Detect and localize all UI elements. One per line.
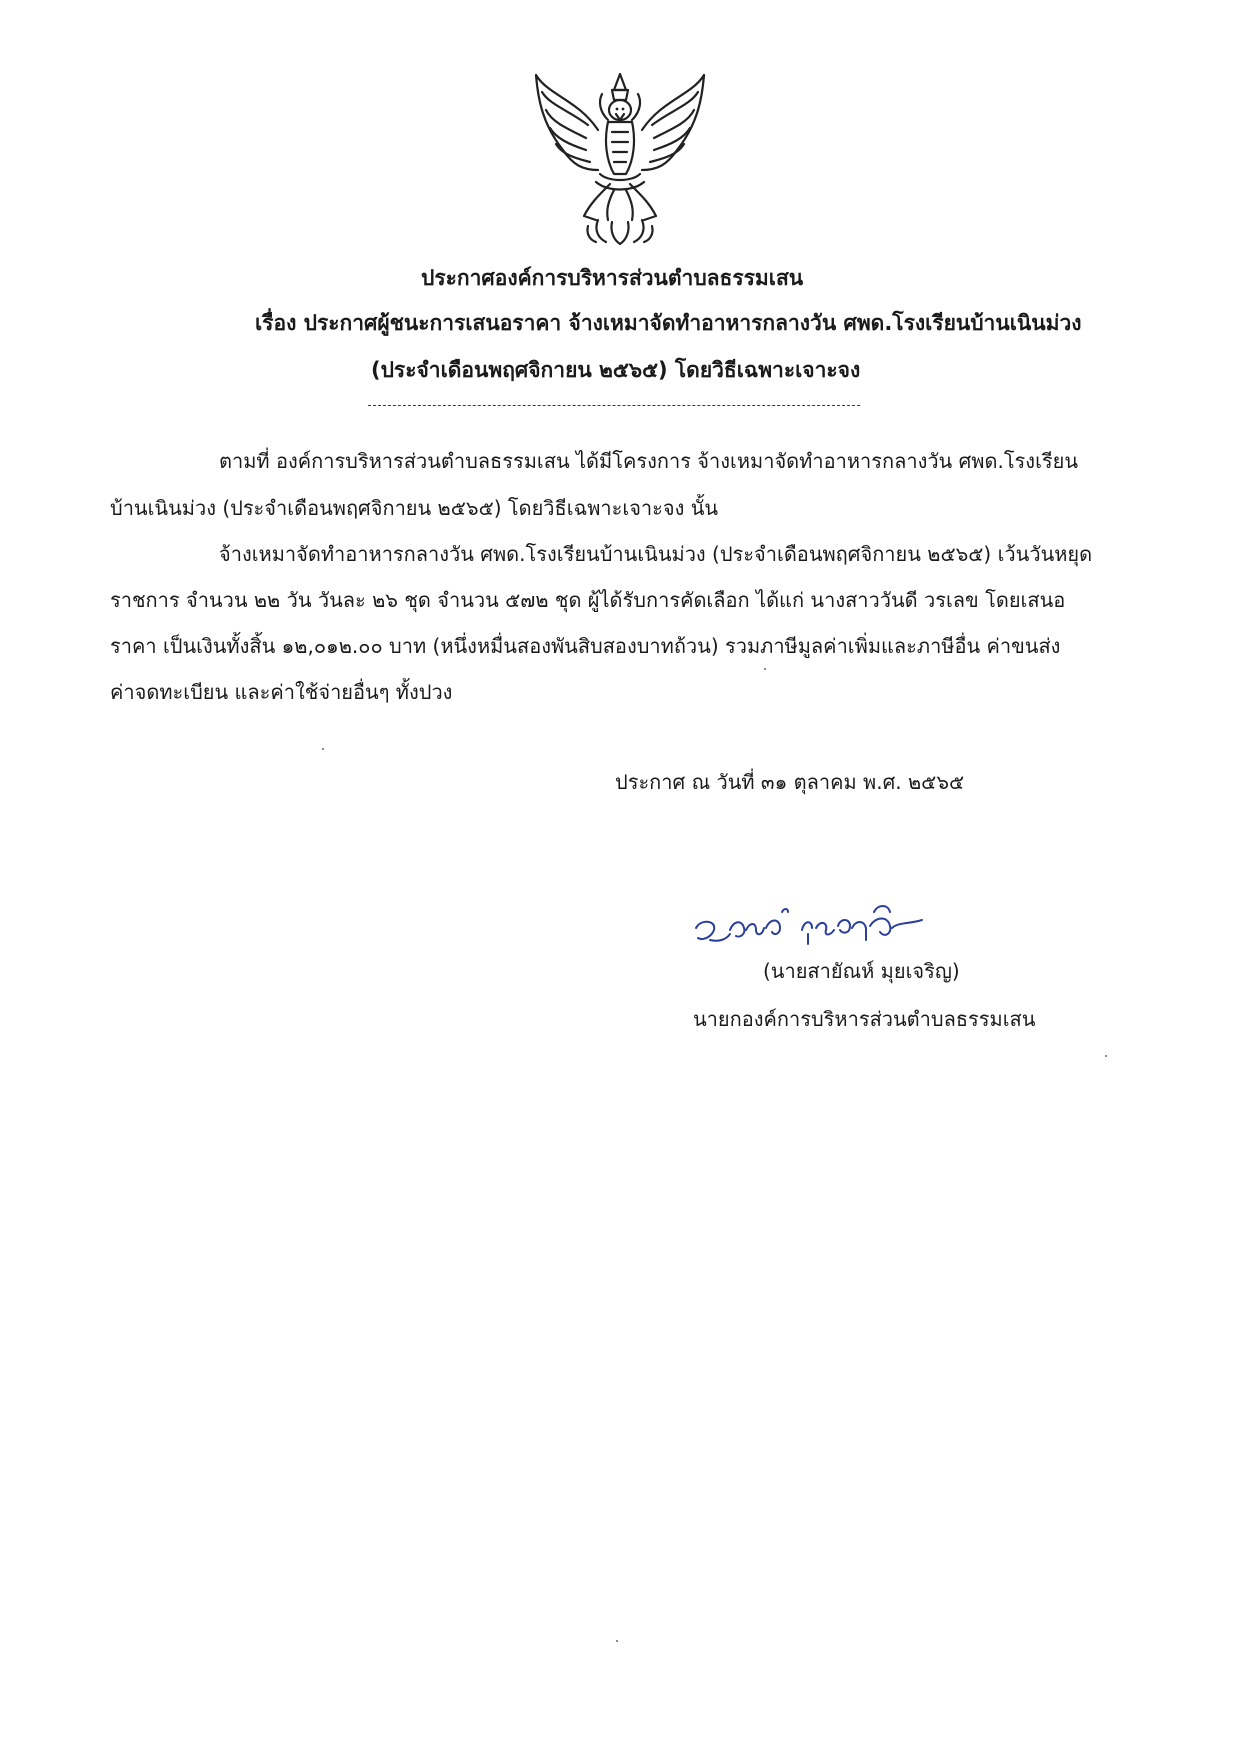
announcement-subject-continued: (ประจำเดือนพฤศจิกายน ๒๕๖๕) โดยวิธีเฉพาะเจาะจง	[371, 358, 861, 382]
scan-speck	[764, 668, 766, 670]
paragraph-2-line-2: ราชการ จำนวน ๒๒ วัน วันละ ๒๖ ชุด จำนวน ๕๗๒ ชุด ผู้ได้รับการคัดเลือก ได้แก่ นางสาววันดี วรเลข โดยเสนอ	[110, 588, 1066, 612]
signatory-position: นายกองค์การบริหารส่วนตำบลธรรมเสน	[693, 1007, 1036, 1031]
scan-speck	[1105, 1055, 1107, 1057]
scan-speck	[322, 748, 324, 750]
header-divider	[368, 405, 860, 406]
announcement-org-title: ประกาศองค์การบริหารส่วนตำบลธรรมเสน	[421, 266, 804, 290]
paragraph-1-line-1: ตามที่ องค์การบริหารส่วนตำบลธรรมเสน ได้มีโครงการ จ้างเหมาจัดทำอาหารกลางวัน ศพด.โรงเรียน	[219, 449, 1079, 473]
paragraph-2-line-3: ราคา เป็นเงินทั้งสิ้น ๑๒,๐๑๒.๐๐ บาท (หนึ่งหมื่นสองพันสิบสองบาทถ้วน) รวมภาษีมูลค่าเพิ่มและภาษีอื่น ค่าขนส่ง	[110, 634, 1061, 658]
paragraph-2-line-1: จ้างเหมาจัดทำอาหารกลางวัน ศพด.โรงเรียนบ้านเนินม่วง (ประจำเดือนพฤศจิกายน ๒๕๖๕) เว้นวันหยุด	[219, 542, 1093, 566]
handwritten-signature	[690, 890, 940, 960]
announcement-date: ประกาศ ณ วันที่ ๓๑ ตุลาคม พ.ศ. ๒๕๖๕	[615, 770, 965, 794]
paragraph-1-line-2: บ้านเนินม่วง (ประจำเดือนพฤศจิกายน ๒๕๖๕) โดยวิธีเฉพาะเจาะจง นั้น	[110, 496, 719, 520]
paragraph-2-line-4: ค่าจดทะเบียน และค่าใช้จ่ายอื่นๆ ทั้งปวง	[110, 680, 453, 704]
scan-speck	[616, 1640, 618, 1642]
signatory-name: (นายสายัณห์ มุยเจริญ)	[763, 959, 960, 983]
announcement-subject: เรื่อง ประกาศผู้ชนะการเสนอราคา จ้างเหมาจัดทำอาหารกลางวัน ศพด.โรงเรียนบ้านเนินม่วง	[255, 311, 1082, 335]
garuda-emblem	[528, 70, 712, 246]
